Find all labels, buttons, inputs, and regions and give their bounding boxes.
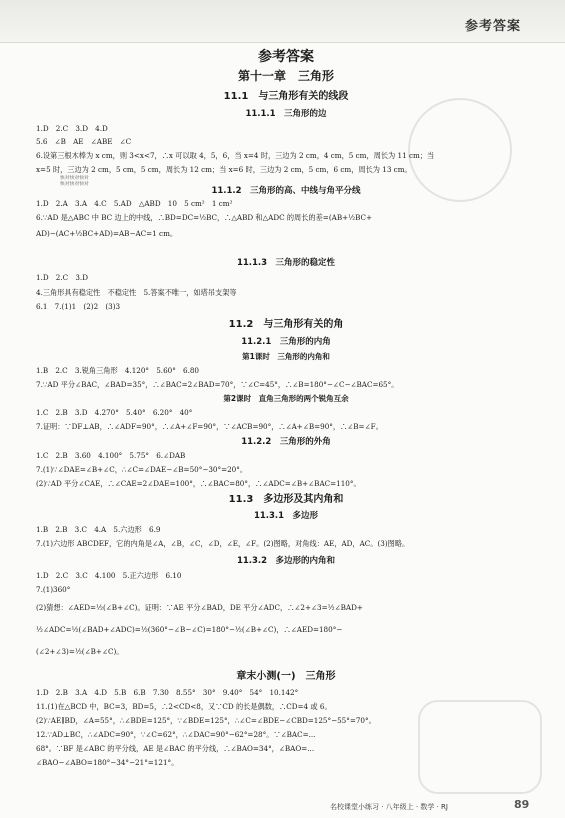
doc-title: 参考答案 bbox=[258, 49, 314, 65]
answer-line: 1.C 2.B 3.D 4.270° 5.40° 6.20° 40° bbox=[36, 408, 193, 417]
answer-line: 1.D 2.C 3.D bbox=[36, 273, 88, 282]
subsection-11-3-1: 11.3.1 多边形 bbox=[253, 511, 319, 521]
answer-line: 12.∵AD⊥BC，∴∠ADC=90°，∵∠C=62°，∴∠DAC=90°−62°=28°。∵∠BAC=... bbox=[36, 730, 316, 739]
subsection-11-2-1: 11.2.1 三角形的内角 bbox=[241, 337, 331, 347]
answer-line: 11.(1)在△BCD 中，BC=3，BD=5，∴2<CD<8，又∵CD 的长是偶数，∴CD=4 或 6。 bbox=[36, 702, 332, 711]
tiny-watermark-text: 快对快对快对 bbox=[60, 182, 89, 187]
answer-line: (2)∵AE∥BD，∠A=55°，∴∠BDE=125°，∵∠BDE=125°，∴∠C=∠BDE−∠CBD=125°−55°=70°。 bbox=[36, 716, 376, 725]
answer-line: 1.D 2.C 3.D 4.D bbox=[36, 124, 108, 133]
section-11-2: 11.2 与三角形有关的角 bbox=[228, 319, 344, 330]
header-title: 参考答案 bbox=[464, 19, 521, 34]
answer-line: AD)−(AC+½BC+AD)=AB−AC=1 cm。 bbox=[36, 229, 178, 238]
answer-line: 5.6 ∠B AE ∠ABE ∠C bbox=[36, 137, 132, 146]
answer-line: 1.D 2.B 3.A 4.D 5.B 6.B 7.30 8.55° 30° 9.40° 54° 10.142° bbox=[36, 688, 299, 697]
answer-line: 1.C 2.B 3.60 4.100° 5.75° 6.∠DAB bbox=[36, 451, 186, 460]
subsection-11-1-2: 11.1.2 三角形的高、中线与角平分线 bbox=[211, 186, 361, 196]
answer-line: 4.三角形具有稳定性 不稳定性 5.答案不唯一，如塔吊支架等 bbox=[36, 288, 237, 297]
answer-line: 7.∵AD 平分∠BAC，∠BAD=35°，∴∠BAC=2∠BAD=70°，∵∠C=45°，∴∠B=180°−∠C−∠BAC=65°。 bbox=[36, 380, 399, 389]
answer-line: 6.∵AD 是△ABC 中 BC 边上的中线，∴BD=DC=½BC，∴△ABD 和△ADC 的周长的差=(AB+½BC+ bbox=[36, 213, 373, 222]
answer-line: 7.(1)六边形 ABCDEF，它的内角是∠A，∠B，∠C，∠D，∠E，∠F。(2)图略，对角线：AE，AD，AC。(3)图略。 bbox=[36, 539, 410, 548]
tiny-watermark-text: 快对快对快对 bbox=[60, 176, 89, 181]
answer-line: 7.证明：∵DF⊥AB，∴∠ADF=90°，∴∠A+∠F=90°，∵∠ACB=90°，∴∠A+∠B=90°，∴∠B=∠F。 bbox=[36, 422, 383, 431]
footer-text: 名校课堂小练习 · 八年级上 · 数学 · RJ bbox=[330, 803, 448, 811]
page-number: 89 bbox=[514, 798, 530, 811]
answer-line: ∠BAO−∠ABO=180°−34°−21°=121°。 bbox=[36, 758, 179, 767]
section-11-1: 11.1 与三角形有关的线段 bbox=[223, 91, 349, 102]
answer-line: 68°。∵BF 是∠ABC 的平分线，AE 是∠BAC 的平分线，∴∠BAO=34°，∠BAO=... bbox=[36, 744, 315, 753]
answer-line: 6.设第三根木棒为 x cm，则 3<x<7，∴x 可以取 4，5，6，当 x=4 时，三边为 2 cm，4 cm，5 cm，周长为 11 cm；当 bbox=[36, 151, 435, 160]
subsection-11-1-1: 11.1.1 三角形的边 bbox=[245, 109, 327, 119]
chapter-test-title: 章末小测(一) 三角形 bbox=[236, 671, 336, 682]
answer-line: 1.B 2.C 3.锐角三角形 4.120° 5.60° 6.80 bbox=[36, 366, 200, 375]
subsection-11-2-2: 11.2.2 三角形的外角 bbox=[241, 437, 331, 447]
answer-line: 6.1 7.(1)1 (2)2 (3)3 bbox=[36, 302, 121, 311]
lesson-title: 第1课时 三角形的内角和 bbox=[242, 352, 330, 361]
answer-line: 1.B 2.B 3.C 4.A 5.六边形 6.9 bbox=[36, 525, 161, 534]
answer-line: 1.D 2.A 3.A 4.C 5.AD △ABD 10 5 cm² 1 cm² bbox=[36, 199, 233, 208]
section-11-3: 11.3 多边形及其内角和 bbox=[228, 494, 344, 505]
answer-line: 7.(1)360° bbox=[36, 585, 71, 594]
answer-line: x=5 时，三边为 2 cm，5 cm，5 cm，周长为 12 cm；当 x=6 时，三边为 2 cm，5 cm，6 cm，周长为 13 cm。 bbox=[36, 165, 412, 174]
answer-line: 7.(1)∵∠DAE=∠B+∠C，∴∠C=∠DAE−∠B=50°−30°=20°。 bbox=[36, 465, 248, 474]
answer-line: (∠2+∠3)=½(∠B+∠C)。 bbox=[36, 647, 124, 656]
lesson-title: 第2课时 直角三角形的两个锐角互余 bbox=[223, 394, 349, 403]
chapter-title: 第十一章 三角形 bbox=[237, 69, 334, 83]
answer-line: (2)∵AD 平分∠CAE，∴∠CAE=2∠DAE=100°，∴∠BAC=80°，∴∠ADC=∠B+∠BAC=110°。 bbox=[36, 479, 361, 488]
answer-line: 1.D 2.C 3.C 4.100 5.正六边形 6.10 bbox=[36, 571, 182, 580]
answer-line: (2)猜想：∠AED=½(∠B+∠C)。证明：∵AE 平分∠BAD，DE 平分∠ADC，∴∠2+∠3=½∠BAD+ bbox=[36, 603, 363, 612]
subsection-11-3-2: 11.3.2 多边形的内角和 bbox=[236, 556, 336, 566]
header-bar bbox=[0, 0, 565, 43]
subsection-11-1-3: 11.1.3 三角形的稳定性 bbox=[236, 258, 336, 268]
answer-line: ½∠ADC=½(∠BAD+∠ADC)=½(360°−∠B−∠C)=180°−½(∠B+∠C)，∴∠AED=180°− bbox=[36, 625, 343, 634]
